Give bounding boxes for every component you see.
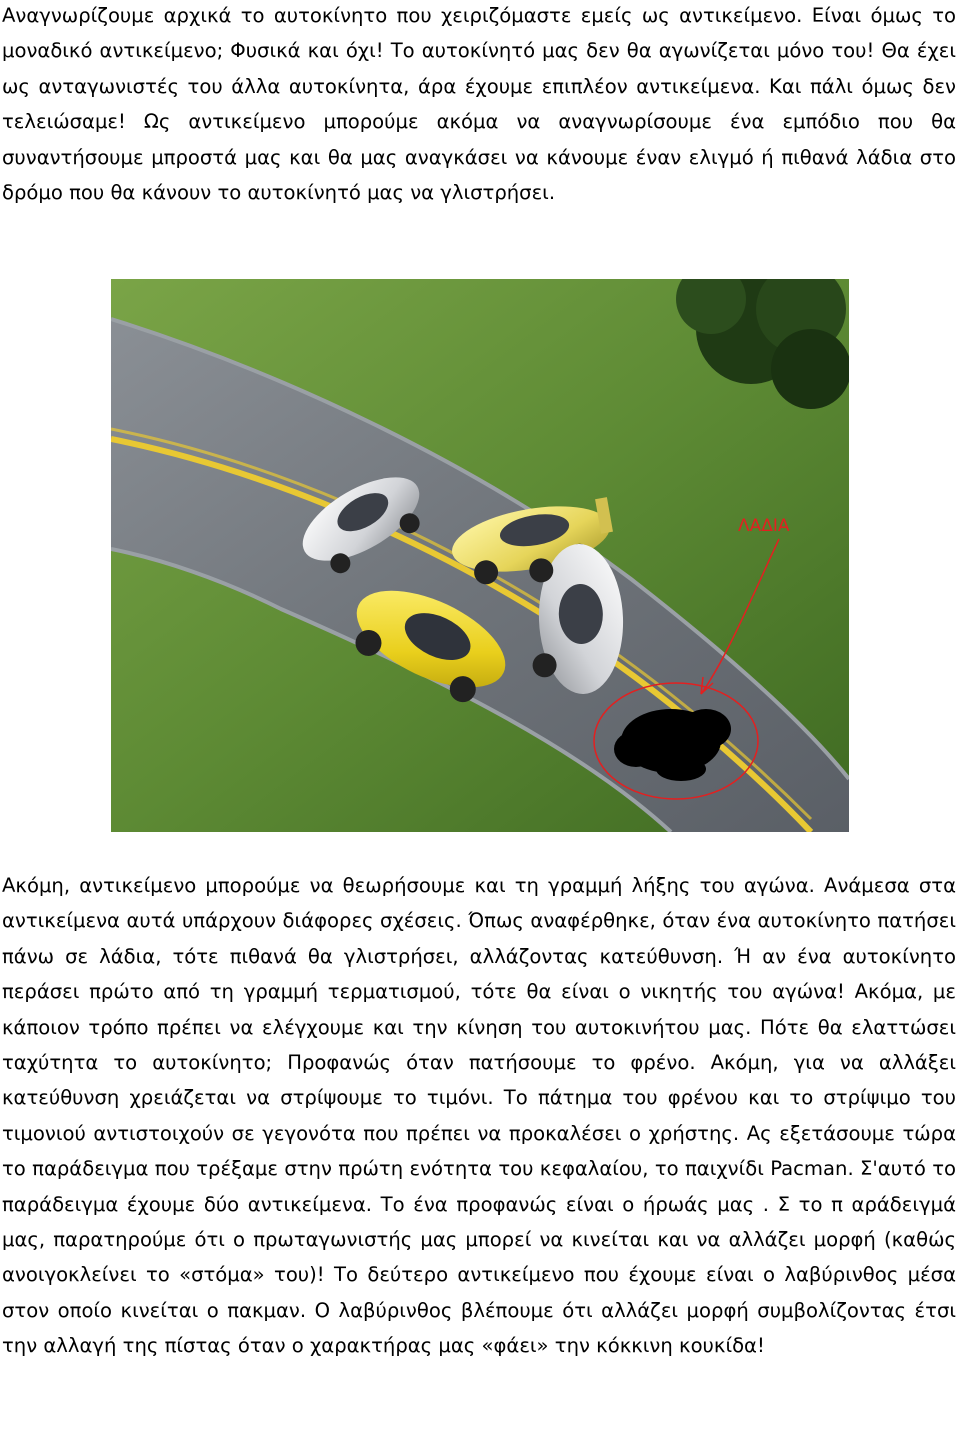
paragraph-relations: Ακόμη, αντικείμενο μπορούμε να θεωρήσουμε και τη γραμμή λήξης του αγώνα. Ανάμεσα στα αντικείμενα αυτά υπάρχουν διάφορες σχέσεις. Όπως αναφέρθηκε, όταν ένα αυτοκίνητο πατήσει πάνω σε λάδια, τότε πιθανά θα γλιστρήσει, αλλάζοντας κατεύθυνση. Ή αν ένα αυτοκίνητο περάσει πρώτο από τη γραμμή τερματισμού, τότε θα είναι ο νικητής του αγώνα! Ακόμα, με κάποιον τρόπο πρέπει να ελέγχουμε και την κίνηση του αυτοκινήτου μας. Πότε θα ελαττώσει ταχύτητα το αυτοκίνητο; Προφανώς όταν πατήσουμε το φρένο. Ακόμη, για να αλλάξει κατεύθυνση χρειάζεται να στρίψουμε το τιμόνι. Το πάτημα του φρένου και το στρίψιμο του τιμονιού αντιστοιχούν σε γεγονότα που πρέπει να προκαλέσει ο χρήστης. Ας εξετάσουμε τώρα το παράδειγμα που τρέξαμε στην πρώτη ενότητα του κεφαλαίου, το παιχνίδι Pacman. Σ'αυτό το παράδειγμα έχουμε δύο αντικείμενα. Το ένα προφανώς είναι ο ήρωάς μας . Σ το π αράδειγμά μας, παρατηρούμε ότι ο πρωταγωνιστής μας μπορεί να κινείται και να αλλάζει μορφή (καθώς ανοιγοκλείνει το «στόμα» του)! Το δεύτερο αντικείμενο που έχουμε είναι ο λαβύρινθος μέσα στον οποίο κινείται ο πακμαν. Ο λαβύρινθος βλέπουμε ότι αλλάζει μορφή συμβολίζοντας έτσι την αλλαγή της πίστας όταν ο χαρακτήρας μας «φάει» την κόκκινη κουκίδα! (2, 874, 956, 1358)
paragraph-intro: Αναγνωρίζουμε αρχικά το αυτοκίνητο που χειριζόμαστε εμείς ως αντικείμενο. Είναι όμως το μοναδικό αντικείμενο; Φυσικά και όχι! Το αυτοκίνητό μας δεν θα αγωνίζεται μόνο του! Θα έχει ως ανταγωνιστές του άλλα αυτοκίνητα, άρα έχουμε επιπλέον αντικείμενα. Και πάλι όμως δεν τελειώσαμε! Ως αντικείμενο μπορούμε ακόμα να αναγνωρίσουμε ένα εμπόδιο που θα συναντήσουμε μπροστά μας και θα μας αναγκάσει να κάνουμε έναν ελιγμό ή πιθανά λάδια στο δρόμο που θα κάνουν το αυτοκίνητό μας να γλιστρήσει. (2, 4, 956, 205)
oil-label: ΛΑΔΙΑ (738, 516, 790, 536)
racing-scene (111, 279, 849, 832)
racing-game-screenshot (111, 279, 849, 832)
